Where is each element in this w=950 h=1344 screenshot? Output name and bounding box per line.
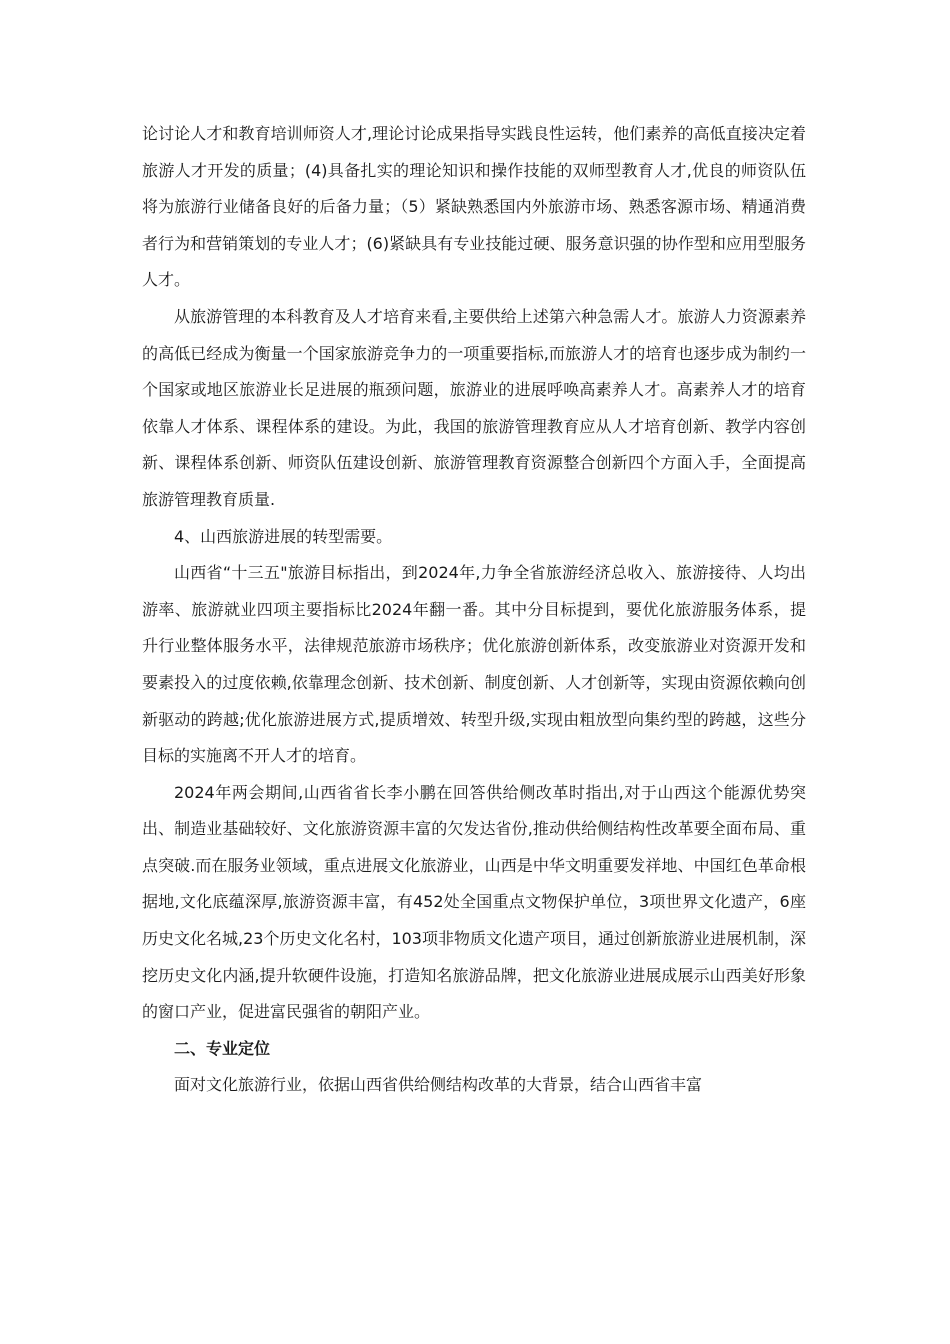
paragraph-positioning-intro: 面对文化旅游行业，依据山西省供给侧结构改革的大背景，结合山西省丰富 <box>174 1075 703 1095</box>
paragraph-shanxi-tourism-goals: 山西省“十三五"旅游目标指出，到2024年,力争全省旅游经济总收入、旅游接待、人均出游率、旅游就业四项主要指标比2024年翻一番。其中分目标提到，要优化旅游服务体系，提升行业整体服务水平，法律规范旅游市场秩序；优化旅游创新体系，改变旅游业对资源开发和要素投入的过度依赖,依靠理念创新、技术创新、制度创新、人才创新等，实现由资源依赖向创新驱动的跨越;优化旅游进展方式,提质增效、转型升级,实现由粗放型向集约型的跨越，这些分目标的实施离不开人才的培育。 <box>142 563 806 766</box>
section-heading-major-positioning: 二、专业定位 <box>174 1038 271 1058</box>
document-body <box>142 116 806 1104</box>
paragraph-talent-needs: 论讨论人才和教育培训师资人才,理论讨论成果指导实践良性运转，他们素养的高低直接决定着旅游人才开发的质量；(4)具备扎实的理论知识和操作技能的双师型教育人才,优良的师资队伍将为旅游行业储备良好的后备力量；（5）紧缺熟悉国内外旅游市场、熟悉客源市场、精通消费者行为和营销策划的专业人才；(6)紧缺具有专业技能过硬、服务意识强的协作型和应用型服务人才。 <box>142 124 806 290</box>
paragraph-undergraduate-education: 从旅游管理的本科教育及人才培育来看,主要供给上述第六种急需人才。旅游人力资源素养的高低已经成为衡量一个国家旅游竞争力的一项重要指标,而旅游人才的培育也逐步成为制约一个国家或地区旅游业长足进展的瓶颈问题，旅游业的进展呼唤高素养人才。高素养人才的培育依靠人才体系、课程体系的建设。为此，我国的旅游管理教育应从人才培育创新、教学内容创新、课程体系创新、师资队伍建设创新、旅游管理教育资源整合创新四个方面入手，全面提高旅游管理教育质量. <box>142 306 806 509</box>
paragraph-supply-side-reform: 2024年两会期间,山西省省长李小鹏在回答供给侧改革时指出,对于山西这个能源优势突出、制造业基础较好、文化旅游资源丰富的欠发达省份,推动供给侧结构性改革要全面布局、重点突破.而在服务业领域，重点进展文化旅游业，山西是中华文明重要发祥地、中国红色革命根据地,文化底蕴深厚,旅游资源丰富，有452处全国重点文物保护单位，3项世界文化遗产，6座历史文化名城,23个历史文化名村，103项非物质文化遗产项目，通过创新旅游业进展机制，深挖历史文化内涵,提升软硬件设施，打造知名旅游品牌，把文化旅游业进展成展示山西美好形象的窗口产业，促进富民强省的朝阳产业。 <box>142 782 806 1022</box>
paragraph-section-4-heading: 4、山西旅游进展的转型需要。 <box>174 526 393 546</box>
